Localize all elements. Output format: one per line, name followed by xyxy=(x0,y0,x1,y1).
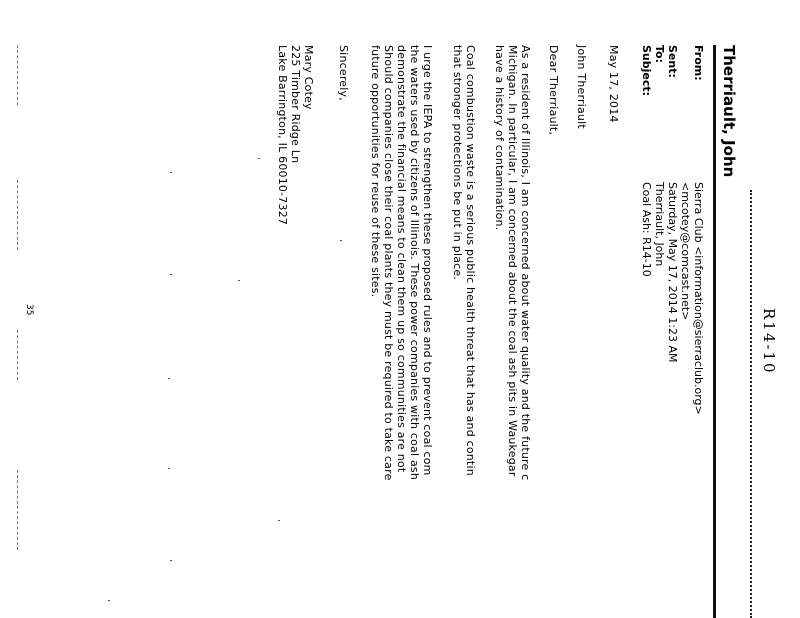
letter-date: May 17, 2014 xyxy=(607,45,620,123)
subject-value: Coal Ash: R14-10 xyxy=(640,182,653,277)
page-number: 35 xyxy=(24,304,34,316)
paragraph-line: have a history of contamination. xyxy=(493,45,506,231)
signature-name: Mary Cotey xyxy=(302,45,315,110)
scan-speck xyxy=(258,158,260,159)
paragraph-line: As a resident of Illinois, I am concerned about water quality and the future c xyxy=(519,45,532,481)
scan-speck xyxy=(108,600,110,601)
from-value-line1: Sierra Club <information@sierraclub.org> xyxy=(692,182,705,415)
top-dotted-rule xyxy=(750,190,752,618)
scan-speck xyxy=(168,468,170,469)
to-label: To: xyxy=(653,45,666,63)
scan-edge-dots xyxy=(17,330,18,380)
scan-speck xyxy=(170,274,172,275)
paragraph-line: the waters used by citizens of Illinois. These power companies with coal ash xyxy=(408,45,421,480)
letter-closing: Sincerely, xyxy=(337,45,350,101)
signature-street: 225 Timber Ridge Ln xyxy=(289,45,302,164)
scan-edge-dots xyxy=(17,45,18,105)
paragraph-line: Coal combustion waste is a serious public health threat that has and contin xyxy=(464,45,477,476)
letter-salutation: Dear Therriault, xyxy=(547,45,560,136)
sent-label: Sent: xyxy=(666,45,679,78)
signature-city: Lake Barrington, IL 60010-7327 xyxy=(276,45,289,226)
to-value: Therriault, John xyxy=(653,182,666,267)
letter-recipient: John Therriault xyxy=(575,45,588,129)
scan-speck xyxy=(168,378,170,379)
scan-edge-dots xyxy=(17,180,18,250)
scan-speck xyxy=(170,560,172,561)
paragraph-line: future opportunities for reuse of these sites. xyxy=(369,45,382,298)
scan-speck xyxy=(238,280,240,281)
paragraph-line: demonstrate the financial means to clean them up so communities are not xyxy=(395,45,408,473)
paragraph-line: Should companies close their coal plants they must be required to take care xyxy=(382,45,395,481)
scan-speck xyxy=(170,172,172,173)
sender-name: Therriault, John xyxy=(720,45,738,178)
from-value-line2: <mcotey@comcast.net> xyxy=(679,182,692,321)
scan-speck xyxy=(278,520,280,521)
paragraph-line: that stronger protections be put in place. xyxy=(451,45,464,281)
from-label: From: xyxy=(692,45,705,81)
paragraph-line: Michigan. In particular, I am concerned about the coal ash pits in Waukegar xyxy=(506,45,519,477)
paragraph-line: I urge the IEPA to strengthen these proposed rules and to prevent coal com xyxy=(421,45,434,476)
subject-label: Subject: xyxy=(640,45,653,97)
docket-stamp: R14-10 xyxy=(760,308,778,375)
scan-speck xyxy=(340,240,342,241)
header-rule xyxy=(713,45,716,618)
scan-edge-dots xyxy=(17,470,18,550)
sent-value: Saturday, May 17, 2014 1:23 AM xyxy=(666,182,679,363)
